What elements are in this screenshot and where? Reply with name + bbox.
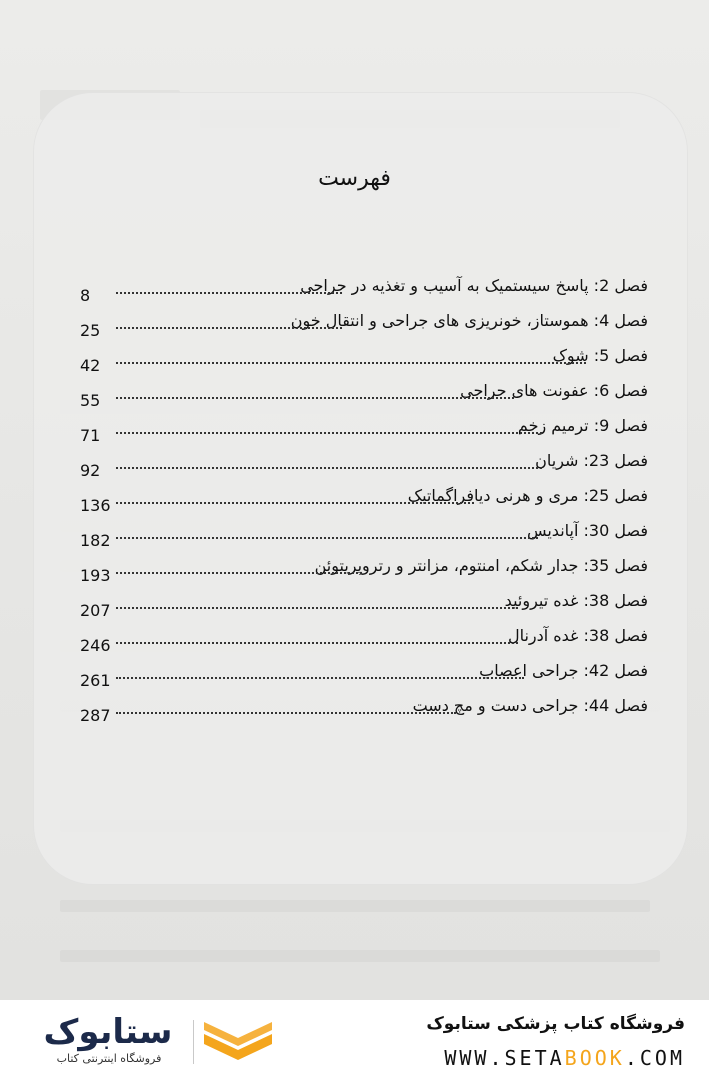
brand-logo-text: ستابوک <box>43 1012 173 1052</box>
footer-divider <box>193 1020 194 1064</box>
toc-entry-label: فصل 25: مری و هرنی دیافراگماتیک <box>407 486 648 505</box>
toc-leader-dots <box>116 327 342 329</box>
store-url[interactable]: WWW.SETABOOK.COM <box>444 1046 685 1070</box>
toc-page-number: 42 <box>80 356 101 375</box>
toc-leader-dots <box>116 502 474 504</box>
toc-row <box>80 552 648 587</box>
toc-page-number: 92 <box>80 461 101 480</box>
toc-entry-label: فصل 6: عفونت های جراحی <box>460 381 648 400</box>
toc-leader-dots <box>116 607 518 609</box>
toc-page-number: 55 <box>80 391 101 410</box>
toc-row <box>80 272 648 307</box>
toc-leader-dots <box>116 397 514 399</box>
toc-page-number: 71 <box>80 426 101 445</box>
toc-row <box>80 587 648 622</box>
brand-tagline: فروشگاه اینترنتی کتاب <box>56 1052 162 1065</box>
toc-entry-label: فصل 35: جدار شکم، امنتوم، مزانتر و رتروپریتوئن <box>314 556 648 575</box>
toc-entry-label: فصل 2: پاسخ سیستمیک به آسیب و تغذیه در جراحی <box>300 276 648 295</box>
toc-entry-label: فصل 5: شوک <box>552 346 648 365</box>
book-logo-icon <box>198 1016 278 1068</box>
toc-entry-label: فصل 4: هموستاز، خونریزی های جراحی و انتقال خون <box>290 311 648 330</box>
toc-entry-label: فصل 38: غده آدرنال <box>507 626 648 645</box>
toc-page-number: 136 <box>80 496 111 515</box>
toc-row <box>80 482 648 517</box>
toc-row <box>80 517 648 552</box>
toc-row <box>80 342 648 377</box>
toc-row <box>80 622 648 657</box>
toc-entry-label: فصل 9: ترمیم زخم <box>517 416 648 435</box>
toc-entry-label: فصل 38: غده تیروئید <box>504 591 648 610</box>
toc-row <box>80 377 648 412</box>
store-footer <box>0 1000 709 1080</box>
toc-row <box>80 412 648 447</box>
toc-leader-dots <box>116 292 342 294</box>
table-of-contents <box>80 272 648 727</box>
toc-entry-label: فصل 42: جراحی اعصاب <box>479 661 648 680</box>
toc-page-number: 25 <box>80 321 101 340</box>
toc-page-number: 207 <box>80 601 111 620</box>
toc-page-number: 261 <box>80 671 111 690</box>
toc-leader-dots <box>116 572 362 574</box>
toc-row <box>80 692 648 727</box>
toc-leader-dots <box>116 712 456 714</box>
toc-leader-dots <box>116 432 542 434</box>
toc-leader-dots <box>116 362 586 364</box>
toc-leader-dots <box>116 537 538 539</box>
toc-page-number: 287 <box>80 706 111 725</box>
toc-title: فهرست <box>318 166 391 191</box>
toc-leader-dots <box>116 642 518 644</box>
toc-row <box>80 307 648 342</box>
toc-entry-label: فصل 23: شریان <box>535 451 648 470</box>
store-name: فروشگاه کتاب پزشکی ستابوک <box>426 1014 685 1034</box>
toc-row <box>80 447 648 482</box>
toc-page-number: 182 <box>80 531 111 550</box>
toc-page-number: 193 <box>80 566 111 585</box>
toc-entry-label: فصل 30: آپاندیس <box>526 521 648 540</box>
toc-entry-label: فصل 44: جراحی دست و مچ دست <box>412 696 648 715</box>
toc-page-number: 246 <box>80 636 111 655</box>
toc-leader-dots <box>116 467 542 469</box>
toc-page-number: 8 <box>80 286 91 305</box>
toc-leader-dots <box>116 677 524 679</box>
toc-row <box>80 657 648 692</box>
